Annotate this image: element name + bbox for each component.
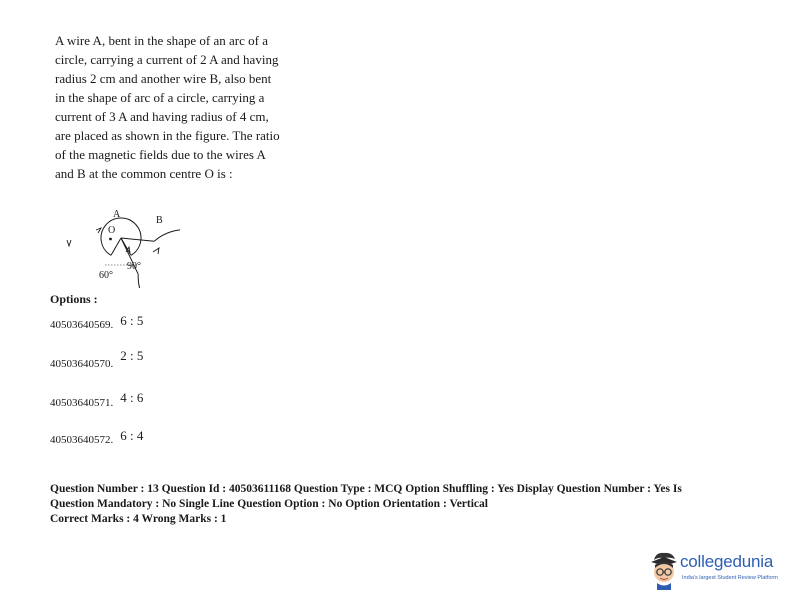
arrow-inner: [96, 228, 101, 233]
question-line: radius 2 cm and another wire B, also bent: [55, 71, 272, 86]
wire-a-radial: [111, 238, 121, 255]
option-value: 4 : 6: [120, 390, 144, 405]
question-line: in the shape of arc of a circle, carrying a: [55, 90, 265, 105]
angle-60: 60°: [99, 270, 113, 281]
question-line: and B at the common centre O is :: [55, 166, 233, 181]
option-id: 40503640569.: [50, 319, 114, 331]
arc-figure: [55, 193, 180, 288]
option-item[interactable]: [50, 313, 144, 332]
angle-90: 90°: [127, 261, 141, 272]
label-o: O: [108, 225, 116, 236]
question-line: A wire A, bent in the shape of an arc of a: [55, 33, 268, 48]
meta-line: Question Number : 13 Question Id : 40503611168 Question Type : MCQ Option Shuffling : Yes Display Question Number : Yes Is: [50, 483, 682, 495]
option-item[interactable]: [50, 348, 144, 371]
option-value: 2 : 5: [120, 348, 144, 363]
arrow-outer-right: [153, 248, 159, 254]
question-metadata: [50, 482, 770, 527]
option-item[interactable]: [50, 428, 144, 447]
brand-name: collegedunia: [680, 552, 774, 571]
meta-line: Correct Marks : 4 Wrong Marks : 1: [50, 513, 227, 525]
meta-line: Question Mandatory : No Single Line Question Option : No Option Orientation : Vertical: [50, 498, 488, 510]
wire-b-arc: [138, 230, 180, 288]
centre-dot: [109, 238, 112, 241]
option-item[interactable]: [50, 390, 144, 410]
question-line: are placed as shown in the figure. The ratio: [55, 128, 280, 143]
option-id: 40503640571.: [50, 397, 114, 409]
option-value: 6 : 4: [120, 428, 144, 443]
option-id: 40503640572.: [50, 434, 114, 446]
options-heading: Options :: [50, 292, 98, 306]
label-b: B: [156, 215, 163, 226]
question-line: circle, carrying a current of 2 A and having: [55, 52, 279, 67]
wire-b-radial: [121, 238, 154, 241]
option-id: 40503640570.: [50, 358, 114, 370]
label-a: A: [113, 209, 121, 220]
wire-a-arc: [101, 218, 141, 255]
question-line: of the magnetic fields due to the wires A: [55, 147, 266, 162]
collegedunia-logo: [648, 550, 788, 590]
brand-tagline: India's largest Student Review Platform: [682, 575, 778, 581]
mascot-icon: [648, 550, 680, 590]
option-value: 6 : 5: [120, 313, 144, 328]
arrow-outer-left: [67, 240, 71, 246]
question-line: current of 3 A and having radius of 4 cm,: [55, 109, 269, 124]
